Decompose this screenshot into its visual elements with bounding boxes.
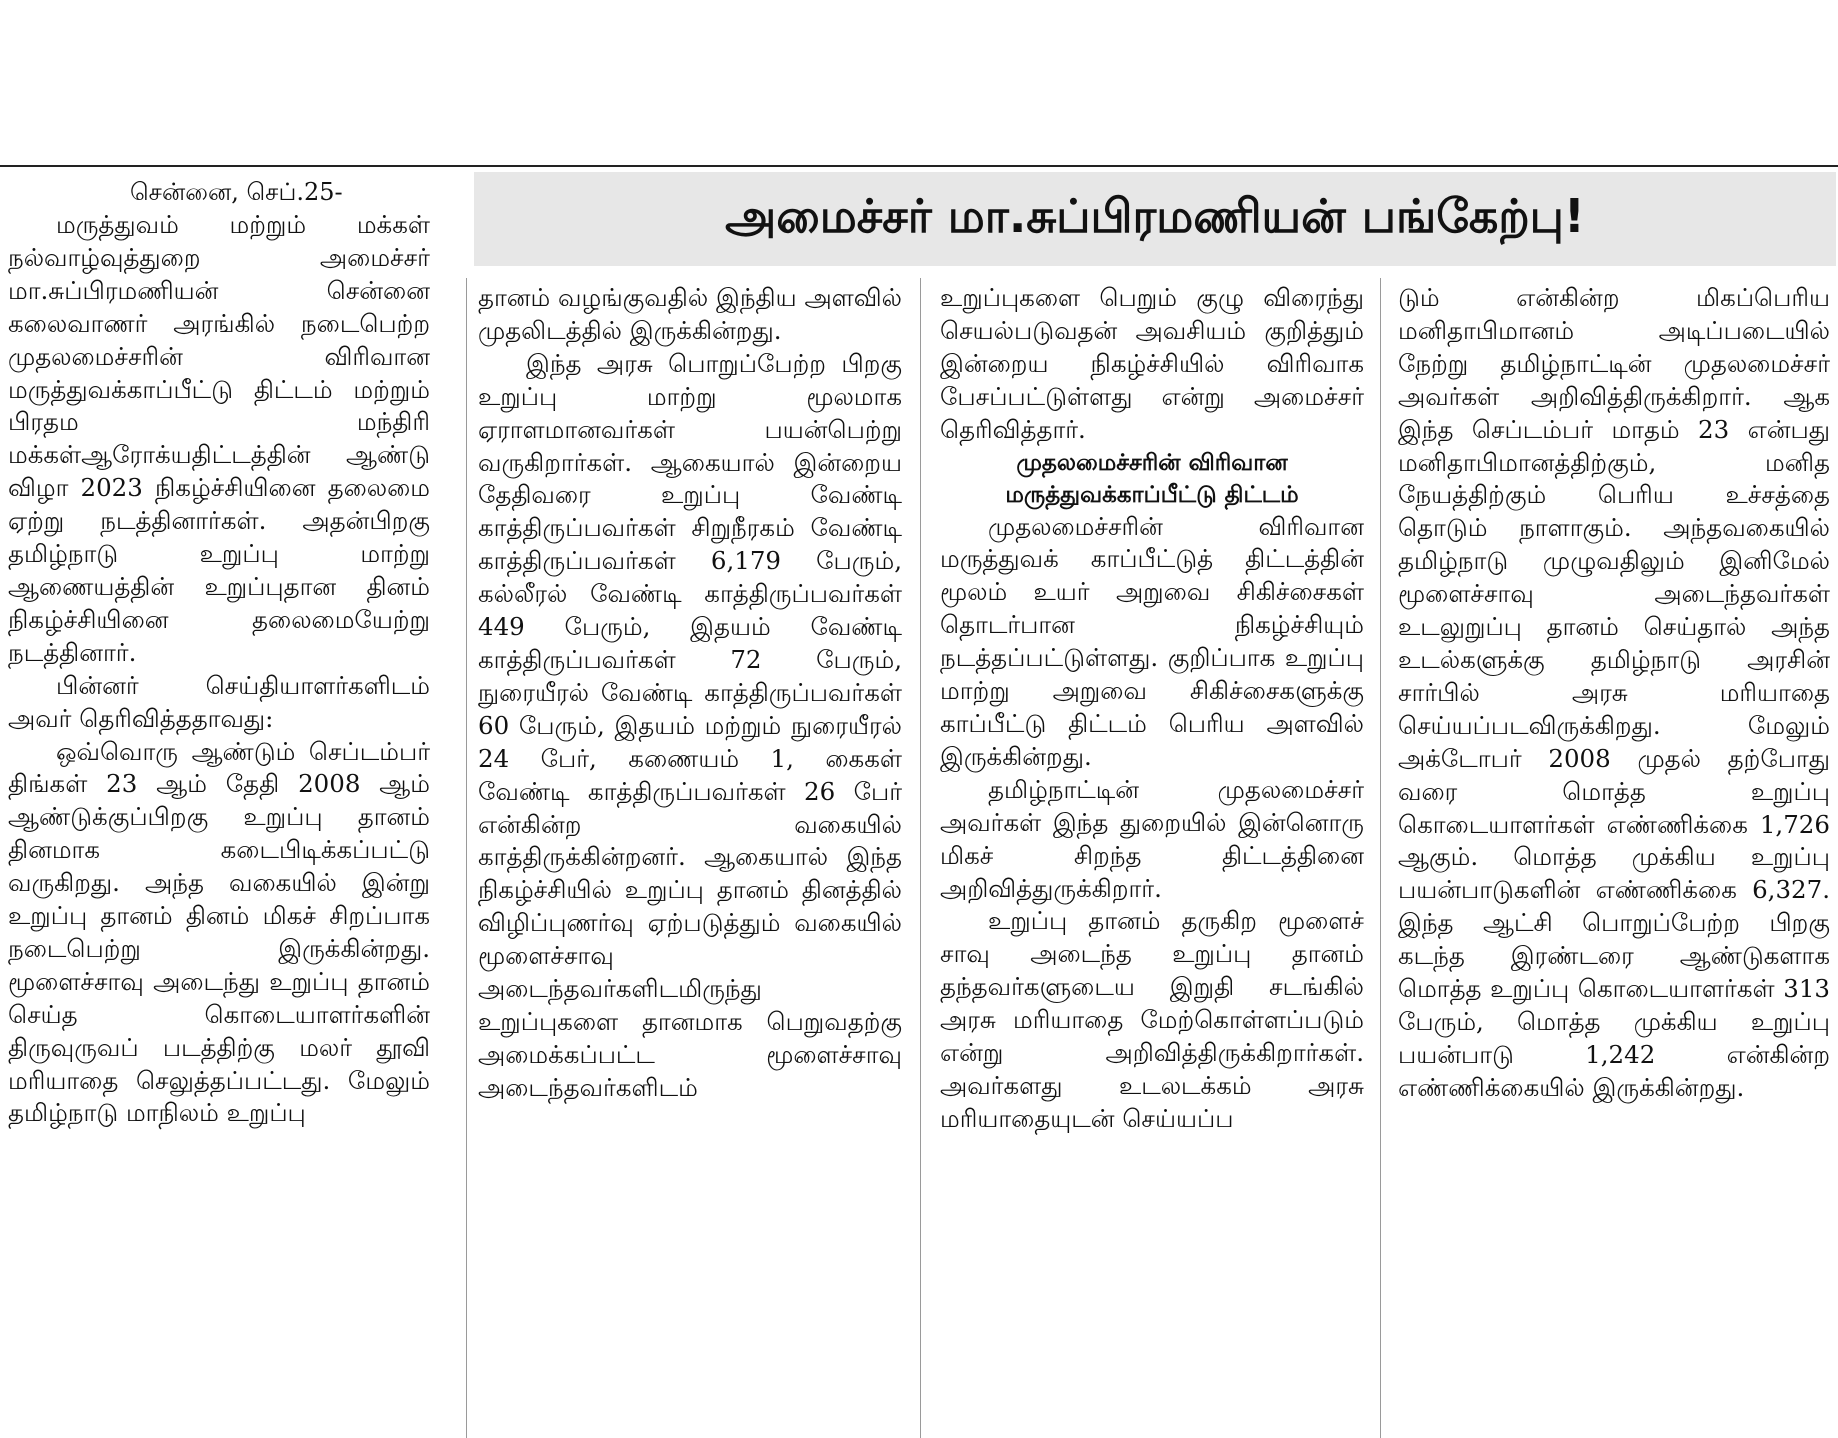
col3-paragraph-3: தமிழ்நாட்டின் முதலமைச்சர் அவர்கள் இந்த துறையில் இன்னொரு மிகச் சிறந்த திட்டத்தினை அறிவித்துருக்கிறார். [940,774,1364,903]
col3-subheading: முதலமைச்சரின் விரிவான மருத்துவக்காப்பீட்டு திட்டம் [1005,449,1299,508]
headline-rule [0,165,1838,167]
article-column-1 [8,209,430,1435]
col3-paragraph-4: உறுப்பு தானம் தருகிற மூளைச் சாவு அடைந்த உறுப்பு தானம் தந்தவர்களுடைய இறுதி சடங்கில் அரசு மரியாதை மேற்கொள்ளப்படும் என்று அறிவித்திருக்கிறார்கள். அவர்களது உடலடக்கம் அரசு மரியாதையுடன் செய்யப்ப [940,906,1364,1133]
dateline: சென்னை, செப்.25- [130,178,343,206]
article-column-4 [1398,282,1830,1435]
col2-paragraph-2: இந்த அரசு பொறுப்பேற்ற பிறகு உறுப்பு மாற்று மூலமாக ஏராளமானவர்கள் பயன்பெற்று வருகிறார்கள். ஆகையால் இன்றைய தேதிவரை உறுப்பு வேண்டி காத்திருப்பவர்கள் சிறுநீரகம் வேண்டி காத்திருப்பவர்கள் 6,179 பேரும், கல்லீரல் வேண்டி காத்திருப்பவர்கள் 449 பேரும், இதயம் வேண்டி காத்திருப்பவர்கள் 72 பேரும், நுரையீரல் வேண்டி காத்திருப்பவர்கள் 60 பேரும், இதயம் மற்றும் நுரையீரல் 24 பேர், கணையம் 1, கைகள் வேண்டி காத்திருப்பவர்கள் 26 பேர் என்கின்ற வகையில் காத்திருக்கின்றனர். ஆகையால் இந்த நிகழ்ச்சியில் உறுப்பு தானம் தினத்தில் விழிப்புணர்வு ஏற்படுத்தும் வகையில் மூளைச்சாவு அடைந்தவர்களிடமிருந்து உறுப்புகளை தானமாக பெறுவதற்கு அமைக்கப்பட்ட மூளைச்சாவு அடைந்தவர்களிடம் [478,348,902,1102]
col1-paragraph-1: மருத்துவம் மற்றும் மக்கள் நல்வாழ்வுத்துறை அமைச்சர் மா.சுப்பிரமணியன் சென்னை கலைவாணர் அரங்கில் நடைபெற்ற முதலமைச்சரின் விரிவான மருத்துவக்காப்பீட்டு திட்டம் மற்றும் பிரதம மந்திரி மக்கள்ஆரோக்யதிட்டத்தின் ஆண்டு விழா 2023 நிகழ்ச்சியினை தலைமை ஏற்று நடத்தினார்கள். அதன்பிறகு தமிழ்நாடு உறுப்பு மாற்று ஆணையத்தின் உறுப்புதான தினம் நிகழ்ச்சியினை தலைமையேற்று நடத்தினார். [8,210,430,667]
column-divider-3 [1380,278,1381,1438]
article-column-2 [478,282,902,1435]
col3-paragraph-2: முதலமைச்சரின் விரிவான மருத்துவக் காப்பீட்டுத் திட்டத்தின் மூலம் உயர் அறுவை சிகிச்சைகள் தொடர்பான நிகழ்ச்சியும் நடத்தப்பட்டுள்ளது. குறிப்பாக உறுப்பு மாற்று அறுவை சிகிச்சைகளுக்கு காப்பீட்டு திட்டம் பெரிய அளவில் இருக்கின்றது. [940,511,1364,771]
column-divider-1 [466,278,467,1438]
subheadline-box [474,172,1836,266]
article-column-3 [940,282,1364,1435]
col1-paragraph-3: ஒவ்வொரு ஆண்டும் செப்டம்பர் திங்கள் 23 ஆம் தேதி 2008 ஆம் ஆண்டுக்குப்பிறகு உறுப்பு தானம் தினமாக கடைபிடிக்கப்பட்டு வருகிறது. அந்த வகையில் இன்று உறுப்பு தானம் தினம் மிகச் சிறப்பாக நடைபெற்று இருக்கின்றது. மூளைச்சாவு அடைந்து உறுப்பு தானம் செய்த கொடையாளர்களின் திருவுருவப் படத்திற்கு மலர் தூவி மரியாதை செலுத்தப்பட்டது. மேலும் தமிழ்நாடு மாநிலம் உறுப்பு [8,736,430,1128]
col2-paragraph-1: தானம் வழங்குவதில் இந்திய அளவில் முதலிடத்தில் இருக்கின்றது. [478,283,902,345]
col3-paragraph-1: உறுப்புகளை பெறும் குழு விரைந்து செயல்படுவதன் அவசியம் குறித்தும் இன்றைய நிகழ்ச்சியில் விரிவாக பேசப்பட்டுள்ளது என்று அமைச்சர் தெரிவித்தார். [940,283,1364,444]
col1-paragraph-2: பின்னர் செய்தியாளர்களிடம் அவர் தெரிவித்ததாவது: [8,670,430,733]
col4-paragraph-1: டும் என்கின்ற மிகப்பெரிய மனிதாபிமானம் அடிப்படையில் நேற்று தமிழ்நாட்டின் முதலமைச்சர் அவர்கள் அறிவித்திருக்கிறார். ஆக இந்த செப்டம்பர் மாதம் 23 என்பது மனிதாபிமானத்திற்கும், மனித நேயத்திற்கும் பெரிய உச்சத்தை தொடும் நாளாகும். அந்தவகையில் தமிழ்நாடு முழுவதிலும் இனிமேல் மூளைச்சாவு அடைந்தவர்கள் உடலுறுப்பு தானம் செய்தால் அந்த உடல்களுக்கு தமிழ்நாடு அரசின் சார்பில் அரசு மரியாதை செய்யப்படவிருக்கிறது. மேலும் அக்டோபர் 2008 முதல் தற்போது வரை மொத்த உறுப்பு கொடையாளர்கள் எண்ணிக்கை 1,726 ஆகும். மொத்த முக்கிய உறுப்பு பயன்பாடுகளின் எண்ணிக்கை 6,327. இந்த ஆட்சி பொறுப்பேற்ற பிறகு கடந்த இரண்டரை ஆண்டுகளாக மொத்த உறுப்பு கொடையாளர்கள் 313 பேரும், மொத்த முக்கிய உறுப்பு பயன்பாடு 1,242 என்கின்ற எண்ணிக்கையில் இருக்கின்றது. [1398,283,1830,1102]
column-divider-2 [920,278,921,1438]
subheadline: அமைச்சர் மா.சுப்பிரமணியன் பங்கேற்பு! [725,188,1585,243]
headline [0,0,1838,165]
